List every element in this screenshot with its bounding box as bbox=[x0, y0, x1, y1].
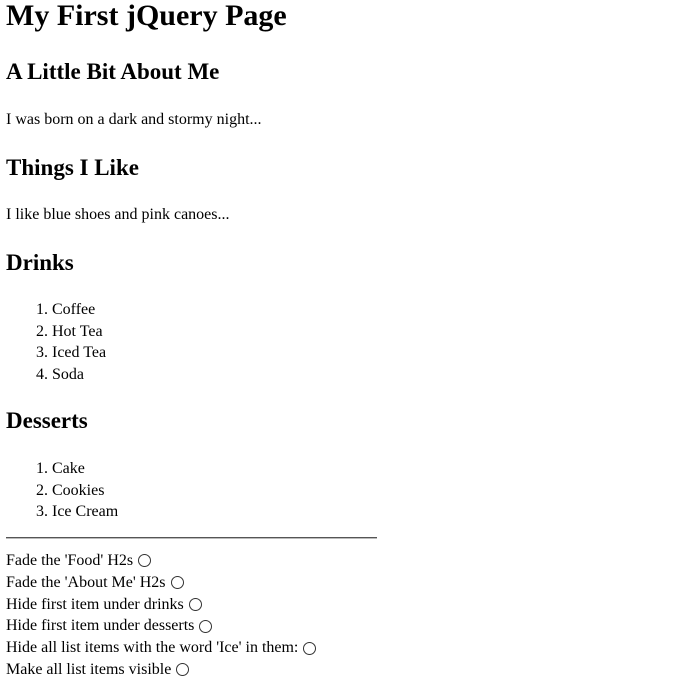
list-item-number: 1. bbox=[36, 301, 48, 318]
control-label: Hide first item under desserts bbox=[6, 617, 195, 635]
hide-ice-items-radio[interactable] bbox=[303, 642, 316, 655]
likes-heading: Things I Like bbox=[6, 155, 139, 180]
control-hide-first-drink bbox=[6, 594, 316, 616]
list-item-number: 2. bbox=[36, 322, 48, 340]
list-item-label: Hot Tea bbox=[52, 322, 103, 340]
control-hide-first-dessert bbox=[6, 615, 316, 637]
page-title: My First jQuery Page bbox=[6, 0, 287, 32]
list-item bbox=[6, 342, 106, 364]
control-label: Fade the 'Food' H2s bbox=[6, 552, 134, 569]
control-fade-about-me-h2s bbox=[6, 572, 316, 594]
list-item-number: 3. bbox=[36, 344, 48, 361]
about-heading: A Little Bit About Me bbox=[6, 59, 220, 84]
control-label: Hide all list items with the word 'Ice' in them: bbox=[6, 639, 299, 657]
likes-text: I like blue shoes and pink canoes... bbox=[6, 206, 230, 223]
list-item bbox=[6, 458, 118, 480]
list-item bbox=[6, 321, 106, 343]
show-all-items-radio[interactable] bbox=[176, 663, 189, 676]
list-item-label: Coffee bbox=[52, 301, 96, 318]
list-item-number: 4. bbox=[36, 365, 48, 383]
list-item-label: Ice Cream bbox=[52, 503, 119, 520]
control-label: Fade the 'About Me' H2s bbox=[6, 573, 166, 591]
controls-panel bbox=[6, 550, 316, 681]
list-item bbox=[6, 299, 106, 321]
divider bbox=[6, 537, 377, 539]
list-item-label: Cookies bbox=[52, 481, 105, 499]
control-hide-ice-items bbox=[6, 637, 316, 659]
drinks-list bbox=[6, 299, 106, 385]
list-item-number: 1. bbox=[36, 460, 48, 477]
desserts-heading: Desserts bbox=[6, 408, 88, 433]
list-item-number: 2. bbox=[36, 481, 48, 499]
about-text: I was born on a dark and stormy night... bbox=[6, 111, 262, 128]
control-fade-food-h2s bbox=[6, 550, 316, 572]
list-item-number: 3. bbox=[36, 503, 48, 520]
hide-first-drink-radio[interactable] bbox=[189, 598, 202, 611]
control-show-all-items bbox=[6, 659, 316, 681]
list-item-label: Cake bbox=[52, 460, 85, 477]
hide-first-dessert-radio[interactable] bbox=[199, 620, 212, 633]
fade-food-h2s-radio[interactable] bbox=[138, 554, 151, 567]
list-item-label: Iced Tea bbox=[52, 344, 107, 361]
list-item bbox=[6, 480, 118, 502]
list-item bbox=[6, 364, 106, 386]
list-item-label: Soda bbox=[52, 365, 84, 383]
desserts-list bbox=[6, 458, 118, 523]
drinks-heading: Drinks bbox=[6, 250, 74, 275]
list-item bbox=[6, 501, 118, 523]
control-label: Make all list items visible bbox=[6, 660, 172, 678]
control-label: Hide first item under drinks bbox=[6, 595, 184, 613]
fade-about-me-h2s-radio[interactable] bbox=[171, 576, 184, 589]
